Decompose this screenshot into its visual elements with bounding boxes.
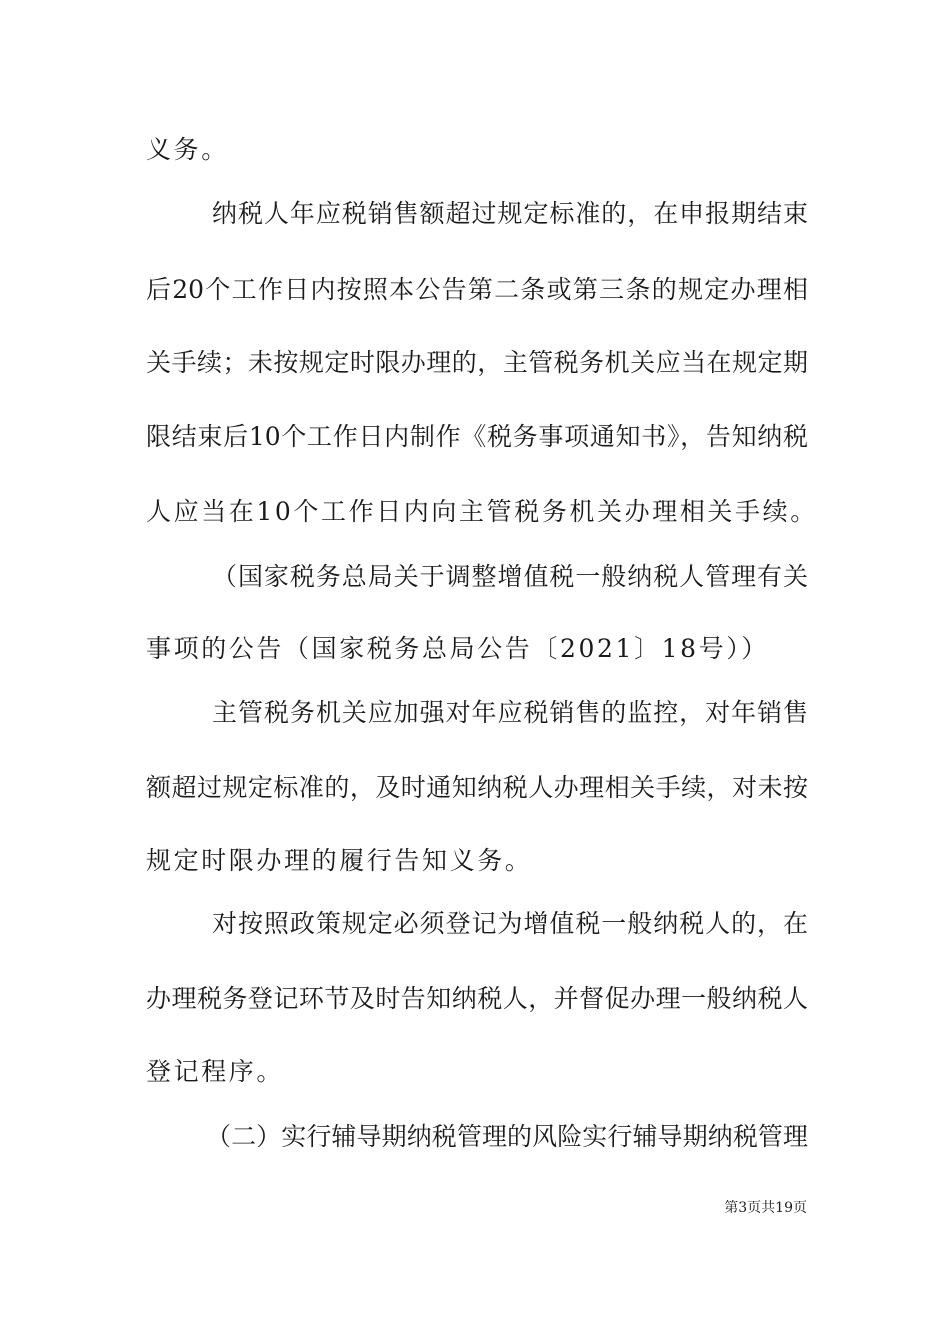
text-line-8: 事项的公告（国家税务总局公告〔2021〕18号）） xyxy=(146,634,769,663)
text-line-3: 后20个工作日内按照本公告第二条或第三条的规定办理相 xyxy=(146,275,808,304)
text-line-2: 纳税人年应税销售额超过规定标准的，在申报期结束 xyxy=(212,199,808,228)
text-line-4: 关手续；未按规定时限办理的，主管税务机关应当在规定期 xyxy=(146,348,808,377)
text-line-11: 规定时限办理的履行告知义务。 xyxy=(146,846,533,875)
text-line-9: 主管税务机关应加强对年应税销售的监控，对年销售 xyxy=(212,698,808,727)
text-line-6: 人应当在10个工作日内向主管税务机关办理相关手续。 xyxy=(146,497,818,526)
text-line-12: 对按照政策规定必须登记为增值税一般纳税人的，在 xyxy=(212,909,808,938)
page-number-footer: 第3页共19页 xyxy=(724,1200,807,1216)
text-line-13: 办理税务登记环节及时告知纳税人，并督促办理一般纳税人 xyxy=(146,984,808,1013)
text-line-7: （国家税务总局关于调整增值税一般纳税人管理有关 xyxy=(212,562,808,591)
text-line-5: 限结束后10个工作日内制作《税务事项通知书》，告知纳税 xyxy=(146,422,808,451)
text-line-1: 义务。 xyxy=(146,135,229,164)
text-line-14: 登记程序。 xyxy=(146,1057,285,1086)
text-line-10: 额超过规定标准的，及时通知纳税人办理相关手续，对未按 xyxy=(146,773,808,802)
text-line-15: （二）实行辅导期纳税管理的风险实行辅导期纳税管理 xyxy=(206,1122,808,1151)
